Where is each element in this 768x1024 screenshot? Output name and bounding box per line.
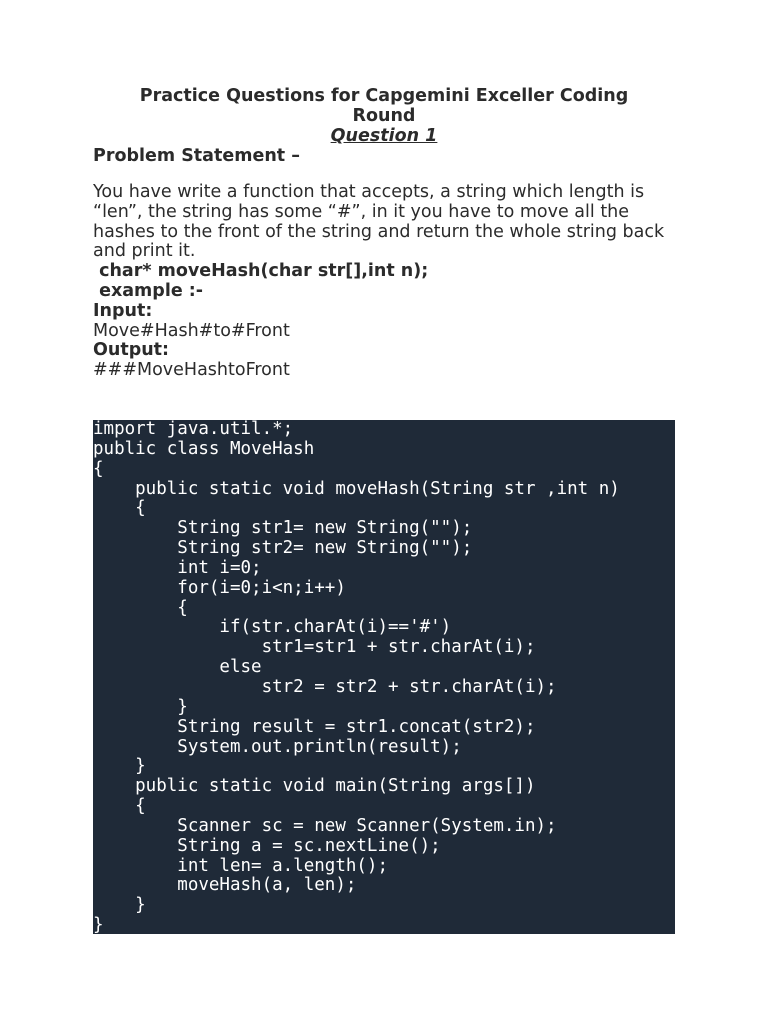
code-line: { — [93, 796, 146, 817]
document-page — [93, 86, 675, 381]
code-block — [93, 420, 675, 934]
document-title — [93, 86, 675, 126]
code-line: { — [93, 458, 104, 479]
output-value: ###MoveHashtoFront — [93, 360, 290, 381]
function-signature: char* moveHash(char str[],int n); — [93, 261, 429, 282]
output-label: Output: — [93, 340, 170, 361]
input-label: Input: — [93, 300, 153, 321]
code-line: str2 = str2 + str.charAt(i); — [93, 676, 557, 697]
code-line: import java.util.*; — [93, 419, 294, 439]
title-line-1: Practice Questions for Capgemini Exceller Coding — [139, 86, 629, 106]
code-line: public static void main(String args[]) — [93, 776, 536, 797]
code-line: Scanner sc = new Scanner(System.in); — [93, 815, 557, 836]
code-line: String a = sc.nextLine(); — [93, 835, 441, 856]
code-line: } — [93, 915, 104, 936]
input-value: Move#Hash#to#Front — [93, 320, 290, 341]
code-line: public class MoveHash — [93, 438, 315, 459]
code-line: } — [93, 756, 146, 777]
code-line: else — [93, 657, 262, 678]
code-line: System.out.println(result); — [93, 736, 462, 757]
code-line: { — [93, 597, 188, 618]
code-line: moveHash(a, len); — [93, 875, 357, 896]
problem-statement-heading: Problem Statement – — [93, 146, 300, 166]
code-line: int len= a.length(); — [93, 855, 389, 876]
title-line-2: Round — [352, 106, 416, 126]
paragraph-spacer — [93, 166, 675, 183]
code-line: String result = str1.concat(str2); — [93, 716, 536, 737]
code-line: if(str.charAt(i)=='#') — [93, 617, 452, 638]
code-line: int i=0; — [93, 557, 262, 578]
example-label: example :- — [93, 280, 204, 301]
code-line: } — [93, 895, 146, 916]
code-line: } — [93, 696, 188, 717]
problem-description: You have write a function that accepts, a string which length is “len”, the string has some “#”, in it you have to move all the hashes to the front of the string and return the whole string back and print it. — [93, 182, 665, 262]
code-line: String str1= new String(""); — [93, 518, 473, 539]
code-line: String str2= new String(""); — [93, 538, 473, 559]
code-line: str1=str1 + str.charAt(i); — [93, 637, 536, 658]
code-line: public static void moveHash(String str ,int n) — [93, 478, 620, 499]
code-line: { — [93, 498, 146, 519]
code-line: for(i=0;i<n;i++) — [93, 577, 346, 598]
question-heading: Question 1 — [330, 126, 438, 146]
